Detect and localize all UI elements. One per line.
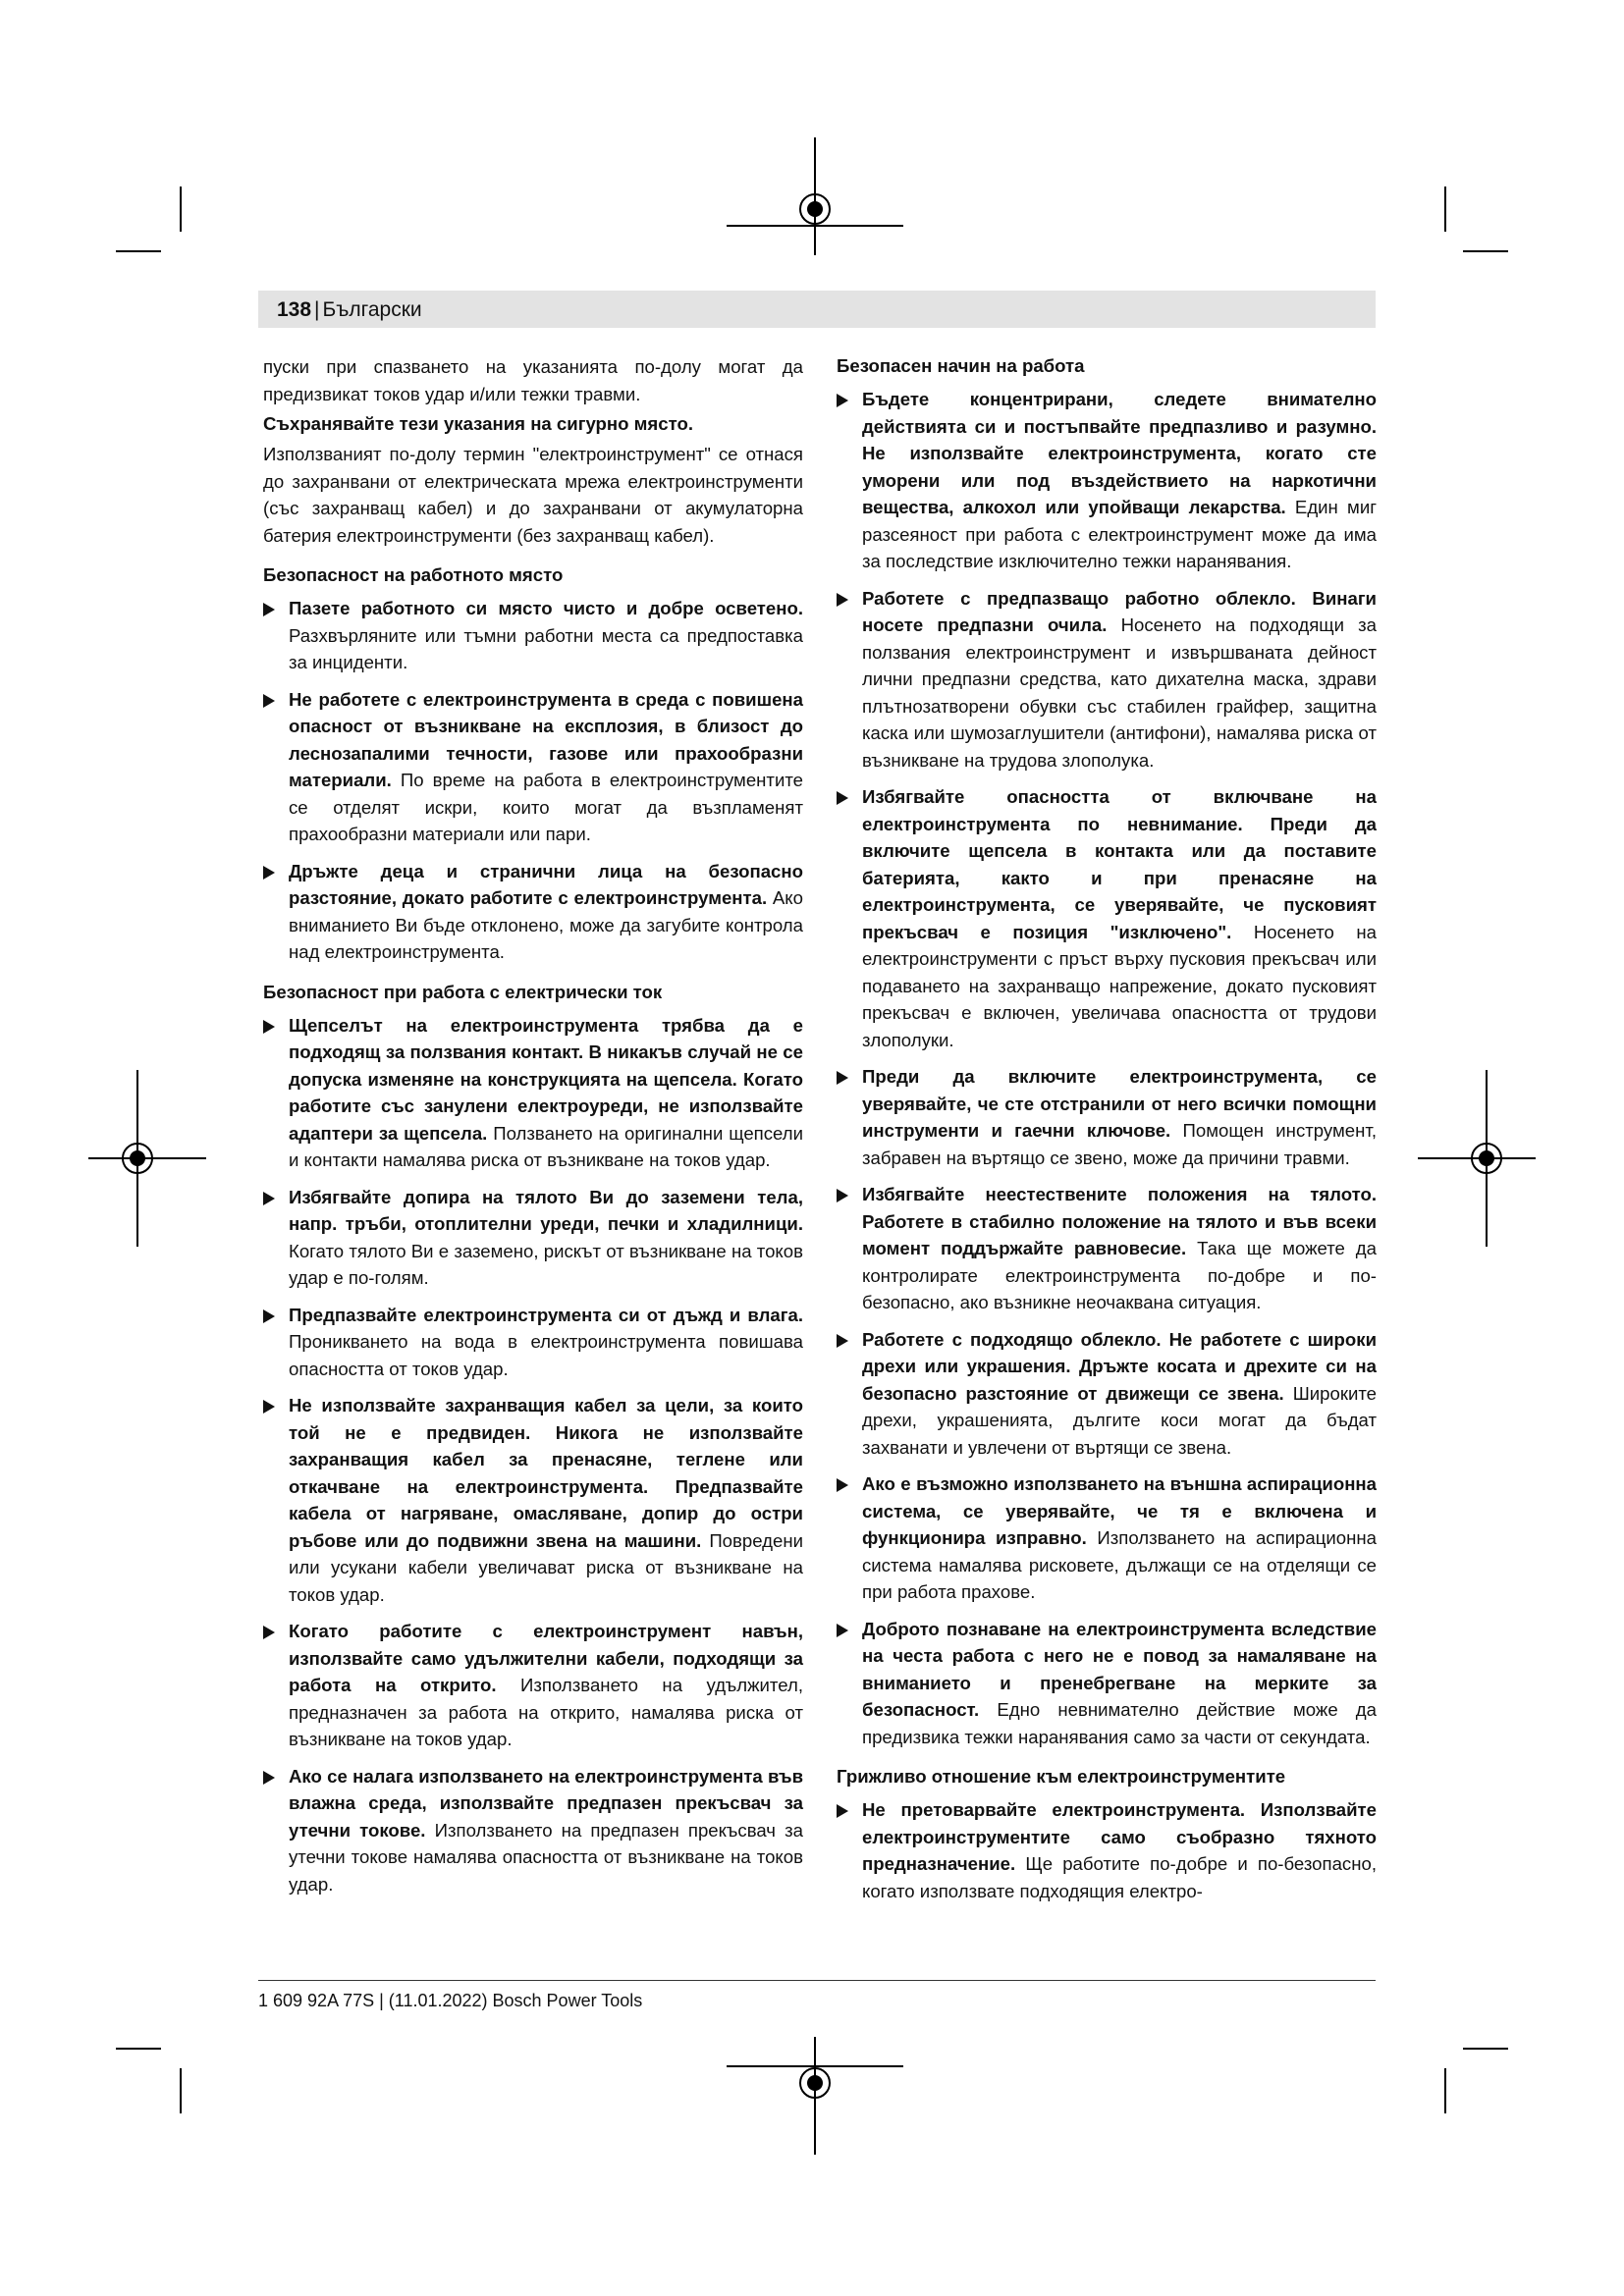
item-bold-text: Щепселът на електроинструмента трябва да е подходящ за ползвания контакт. В никакъв случай не се допуска изменяне на конструкцията на щепсела. Когато работите със занулени електроуреди, не използвайте адаптери за щепсела. bbox=[289, 1014, 803, 1144]
safety-item bbox=[263, 1618, 803, 1753]
safety-item bbox=[263, 1012, 803, 1174]
item-text: Когато тялото Ви е заземено, рискът от възникване на токов удар е по-голям. bbox=[289, 1240, 803, 1288]
item-text: Използването на аспирационна система намалява рисковете, дължащи се на отделящи се при работа прахове. bbox=[862, 1527, 1377, 1602]
bullet-triangle-icon bbox=[837, 1478, 848, 1492]
safety-item bbox=[263, 1763, 803, 1898]
section-title: Безопасен начин на работа bbox=[837, 355, 1085, 376]
bullet-triangle-icon bbox=[263, 603, 275, 616]
bullet-triangle-icon bbox=[263, 1309, 275, 1323]
bullet-triangle-icon bbox=[837, 1071, 848, 1085]
registration-mark-icon bbox=[1418, 1070, 1536, 1247]
item-bold-text: Работете с подходящо облекло. Не работете с широки дрехи или украшения. Дръжте косата и дрехите си на безопасно разстояние от движещи се звена. bbox=[862, 1328, 1377, 1404]
item-text: Проникването на вода в електроинструмента повишава опасността от токов удар. bbox=[289, 1331, 803, 1379]
crop-mark bbox=[1463, 250, 1508, 252]
item-bold-text: Ако е възможно използването на външна аспирационна система, се уверявайте, че тя е включена и функционира изправно. bbox=[862, 1473, 1377, 1548]
crop-mark bbox=[116, 2048, 161, 2050]
crop-mark bbox=[116, 250, 161, 252]
page-number: 138 bbox=[277, 298, 312, 321]
crop-mark bbox=[180, 2068, 182, 2113]
item-text: Ползването на оригинални щепсели и контакти намалява риска от възникване на токов удар. bbox=[289, 1122, 803, 1170]
item-bold-text: Дръжте деца и странични лица на безопасно разстояние, докато работите с електроинструмента. bbox=[289, 860, 803, 908]
item-text: Използването на удължител, предназначен за работа на открито, намалява риска от възникване на токов удар. bbox=[289, 1675, 803, 1749]
header-language: Български bbox=[322, 298, 422, 321]
item-bold-text: Когато работите с електроинструмент навън, използвайте само удължителни кабели, подходящи за работа на открито. bbox=[289, 1621, 803, 1695]
bullet-triangle-icon bbox=[837, 791, 848, 805]
page-header bbox=[277, 297, 422, 323]
right-column bbox=[837, 353, 1377, 1914]
safety-item bbox=[263, 1392, 803, 1608]
item-bold-text: Избягвайте допира на тялото Ви до заземени тела, напр. тръби, отоплителни уреди, печки и хладилници. bbox=[289, 1186, 803, 1234]
item-text: Един миг разсеяност при работа с електроинструмент може да има за последствие изключително тежки наранявания. bbox=[862, 497, 1377, 571]
section-title: Грижливо отношение към електроинструментите bbox=[837, 1766, 1286, 1787]
item-bold-text: Предпазвайте електроинструмента си от дъжд и влага. bbox=[289, 1304, 803, 1325]
safety-item bbox=[837, 783, 1377, 1053]
registration-mark-icon bbox=[727, 2037, 903, 2155]
item-text: Така ще можете да контролирате електроинструмента по-добре и по-безопасно, ако възникне неочаквана ситуация. bbox=[862, 1238, 1377, 1312]
safety-item bbox=[263, 1184, 803, 1292]
bullet-triangle-icon bbox=[263, 866, 275, 880]
safety-item bbox=[263, 595, 803, 676]
save-instructions-heading: Съхранявайте тези указания на сигурно място. bbox=[263, 413, 693, 434]
crop-mark bbox=[1444, 187, 1446, 232]
safety-item bbox=[263, 858, 803, 966]
item-bold-text: Ако се налага използването на електроинструмента във влажна среда, използвайте предпазен прекъсвач за утечни токове. bbox=[289, 1765, 803, 1841]
registration-mark-icon bbox=[727, 137, 903, 255]
item-bold-text: Не претоварвайте електроинструмента. Използвайте електроинструментите само съобразно тяхното предназначение. bbox=[862, 1799, 1377, 1874]
page-header-bar bbox=[258, 291, 1376, 328]
item-bold-text: Пазете работното си място чисто и добре осветено. bbox=[289, 598, 803, 618]
bullet-triangle-icon bbox=[263, 1626, 275, 1639]
bullet-triangle-icon bbox=[837, 394, 848, 407]
bullet-triangle-icon bbox=[263, 1771, 275, 1785]
safety-item bbox=[263, 1302, 803, 1383]
section-title: Безопасност на работното място bbox=[263, 564, 564, 585]
item-text: Разхвърляните или тъмни работни места са предпоставка за инциденти. bbox=[289, 624, 803, 672]
safety-item bbox=[837, 386, 1377, 575]
item-bold-text: Избягвайте неестествените положения на тялото. Работете в стабилно положение на тялото и във всеки момент поддържайте равновесие. bbox=[862, 1184, 1377, 1258]
item-text: Широките дрехи, украшенията, дългите коси могат да бъдат захванати и увлечени от въртящи се звена. bbox=[862, 1382, 1377, 1458]
page-footer: 1 609 92A 77S | (11.01.2022) Bosch Power Tools bbox=[258, 1991, 643, 2010]
left-column bbox=[263, 353, 803, 1907]
item-bold-text: Не работете с електроинструмента в среда с повишена опасност от възникване на експлозия, в близост до леснозапалими течности, газове или прахообразни материали. bbox=[289, 688, 803, 790]
item-bold-text: Не използвайте захранващия кабел за цели, за които той не е предвиден. Никога не използвайте захранващия кабел за пренасяне, теглене или откачване на електроинструмента. Предпазвайте кабела от нагряване, омасляване, допир до остри ръбове или до подвижни звена на машини. bbox=[289, 1395, 803, 1551]
item-text: Ще работите по-добре и по-безопасно, когато използвате подходящия електро- bbox=[862, 1853, 1377, 1901]
bullet-triangle-icon bbox=[837, 1334, 848, 1348]
safety-item bbox=[837, 1616, 1377, 1751]
bullet-triangle-icon bbox=[837, 1804, 848, 1818]
crop-mark bbox=[1463, 2048, 1508, 2050]
item-bold-text: Избягвайте опасността от включване на електроинструмента по невнимание. Преди да включите щепсела в контакта или да поставите батерията, както и при пренасяне на електроинструмента, се уверявайте, че пусковият прекъсвач е позиция "изключено". bbox=[862, 786, 1377, 942]
bullet-triangle-icon bbox=[837, 593, 848, 607]
term-definition-text: Използваният по-долу термин "електроинструмент" се отнася до захранвани от електрическата мрежа електроинструменти (със захранващ кабел) и до захранвани от акумулаторна батерия електроинструменти (без захранващ кабел). bbox=[263, 444, 803, 546]
safety-item bbox=[837, 585, 1377, 774]
safety-item bbox=[837, 1326, 1377, 1462]
item-text: По време на работа в електроинструментите се отделят искри, които могат да възпламенят прахообразни материали или пари. bbox=[289, 770, 803, 844]
crop-mark bbox=[1444, 2068, 1446, 2113]
item-text: Носенето на електроинструменти с пръст върху пусковия прекъсвач или подаването на захранващо напрежение, докато пусковият прекъсвач е включен, увеличава опасността от трудови злополуки. bbox=[862, 921, 1377, 1050]
item-text: Ако вниманието Ви бъде отклонено, може да загубите контрола над електроинструмента. bbox=[289, 887, 803, 962]
safety-item bbox=[837, 1470, 1377, 1606]
intro-text: пуски при спазването на указанията по-долу могат да предизвикат токов удар и/или тежки травми. bbox=[263, 356, 803, 404]
item-text: Помощен инструмент, забравен на въртящо се звено, може да причини травми. bbox=[862, 1120, 1378, 1168]
bullet-triangle-icon bbox=[263, 1400, 275, 1414]
header-separator: | bbox=[314, 298, 320, 321]
crop-mark bbox=[180, 187, 182, 232]
safety-item bbox=[263, 686, 803, 848]
item-text: Едно невнимателно действие може да предизвика тежки наранявания само за части от секундата. bbox=[862, 1699, 1377, 1747]
footer-rule bbox=[258, 1980, 1376, 1981]
safety-item bbox=[837, 1181, 1377, 1316]
registration-mark-icon bbox=[88, 1070, 206, 1247]
section-title: Безопасност при работа с електрически ток bbox=[263, 981, 663, 1002]
safety-item bbox=[837, 1796, 1377, 1904]
bullet-triangle-icon bbox=[263, 1020, 275, 1034]
item-bold-text: Доброто познаване на електроинструмента вследствие на честа работа с него не е повод за намаляване на вниманието и пренебрегване на мерките за безопасност. bbox=[862, 1618, 1377, 1720]
bullet-triangle-icon bbox=[837, 1624, 848, 1637]
bullet-triangle-icon bbox=[263, 694, 275, 708]
item-text: Повредени или усукани кабели увеличават риска от възникване на токов удар. bbox=[289, 1529, 804, 1605]
item-bold-text: Преди да включите електроинструмента, се уверявайте, че сте отстранили от него всички помощни инструменти и гаечни ключове. bbox=[862, 1066, 1377, 1141]
bullet-triangle-icon bbox=[263, 1192, 275, 1205]
item-text: Носенето на подходящи за ползвания електроинструмент и извършваната дейност лични предпазни средства, като дихателна маска, здрави плътнозатворени обувки със стабилен грайфер, защитна каска или шумозаглушители (антифони), намалява риска от възникване на трудова злополука. bbox=[862, 614, 1378, 771]
bullet-triangle-icon bbox=[837, 1189, 848, 1202]
safety-item bbox=[837, 1063, 1377, 1171]
item-bold-text: Работете с предпазващо работно облекло. Винаги носете предпазни очила. bbox=[862, 587, 1377, 635]
item-text: Използването на предпазен прекъсвач за утечни токове намалява опасността от възникване на токов удар. bbox=[289, 1819, 803, 1895]
item-bold-text: Бъдете концентрирани, следете внимателно действията си и постъпвайте предпазливо и разумно. Не използвайте електроинструмента, когато сте уморени или под въздействието на наркотични вещества, алкохол или упойващи лекарства. bbox=[862, 389, 1377, 517]
